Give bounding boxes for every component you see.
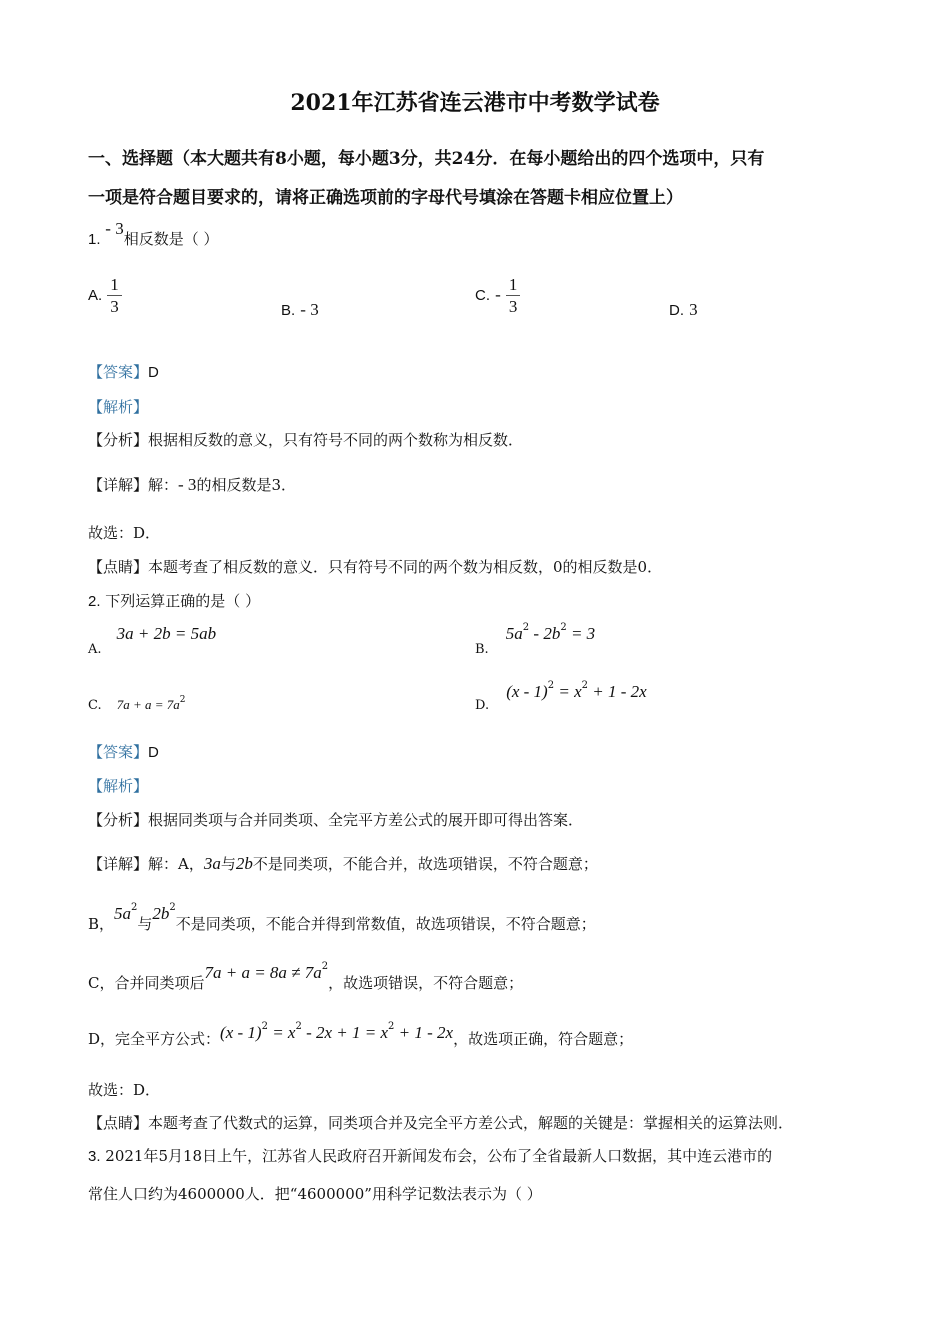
section-heading-line2: 一项是符合题目要求的，请将正确选项前的字母代号填涂在答题卡相应位置上） xyxy=(88,188,683,208)
q2-answer-tag: 【答案】 xyxy=(88,743,149,761)
q2-option-d-term3: + 1 - 2x xyxy=(588,682,647,701)
q2-detail-d-c: - 2x + 1 = x xyxy=(301,1023,389,1042)
q2-option-d-term2: = x xyxy=(554,682,582,701)
q2-option-a xyxy=(88,624,217,657)
q2-option-a-expr: 3a + 2b = 5ab xyxy=(116,624,217,643)
q1-c-den: 3 xyxy=(506,295,521,315)
q1-option-a-label: A. xyxy=(88,287,103,304)
q2-detail-d-x3: 2 xyxy=(388,1021,395,1032)
q1-option-d-label: D. xyxy=(669,302,684,319)
q2-option-b-result: = 3 xyxy=(566,624,596,643)
q2-detail-a-post: 不是同类项，不能合并，故选项错误，不符合题意； xyxy=(252,855,598,873)
q2-dianjing: 【点睛】本题考查了代数式的运算，同类项合并及完全平方差公式，解题的关键是：掌握相关的运算法则． xyxy=(88,1114,794,1132)
q2-choose: 故选：D． xyxy=(88,1081,161,1099)
q2-detail-b-pre: B， xyxy=(88,915,115,933)
q1-detail-post: 的相反数是3． xyxy=(196,476,296,494)
q2-detail-b-x1: 2 xyxy=(131,902,138,913)
q2-answer-value: D xyxy=(148,744,159,761)
q2-detail-d-x2: 2 xyxy=(295,1021,302,1032)
q2-detail-a xyxy=(88,853,598,874)
q2-detail-b-x2: 2 xyxy=(169,902,176,913)
q1-option-d-value: 3 xyxy=(689,300,698,319)
q2-detail-b-post: 不是同类项，不能合并得到常数值，故选项错误，不符合题意； xyxy=(175,915,596,933)
q2-detail-c-exp: 2 xyxy=(321,961,329,972)
q1-answer-tag: 【答案】 xyxy=(88,363,149,381)
q1-option-c-sign: - xyxy=(495,285,501,304)
q2-analysis-tag: 【解析】 xyxy=(88,777,149,795)
section-heading-line1: 一、选择题（本大题共有8小题，每小题3分，共24分．在每小题给出的四个选项中，只有 xyxy=(88,149,765,169)
q1-detail xyxy=(88,474,296,495)
q2-number: 2. xyxy=(88,593,101,610)
q2-detail-d-post: ，故选项正确，符合题意； xyxy=(453,1030,634,1048)
q2-detail-b-e1: 5a xyxy=(114,904,132,923)
q1-option-a xyxy=(88,276,122,315)
q1-detail-expr: - 3 xyxy=(178,475,197,494)
q2-option-c xyxy=(88,694,186,713)
q1-fenxi: 【分析】根据相反数的意义，只有符号不同的两个数称为相反数． xyxy=(88,431,524,449)
q2-option-b-exp1: 2 xyxy=(522,622,530,633)
q1-option-d xyxy=(669,300,698,320)
q1-option-c-label: C. xyxy=(475,287,490,304)
q3-line1-text: 2021年5月18日上午，江苏省人民政府召开新闻发布会，公布了全省最新人口数据，其中连云港市的 xyxy=(105,1147,773,1165)
q1-choose: 故选：D． xyxy=(88,524,161,542)
q1-number: 1. xyxy=(88,231,101,248)
q1-option-b xyxy=(281,300,319,320)
q1-a-den: 3 xyxy=(107,295,122,315)
q2-detail-d-pre: D，完全平方公式： xyxy=(88,1030,221,1048)
q2-option-c-label: C. xyxy=(88,698,102,713)
q1-expr: - 3 xyxy=(105,219,124,238)
q2-detail-b xyxy=(88,902,596,933)
q2-option-c-exp: 2 xyxy=(179,695,186,705)
q1-c-num: 1 xyxy=(508,275,518,294)
q2-detail-c xyxy=(88,961,524,992)
q2-answer xyxy=(88,741,159,762)
q2-option-d-exp2: 2 xyxy=(581,680,588,691)
q2-fenxi: 【分析】根据同类项与合并同类项、全完平方差公式的展开即可得出答案． xyxy=(88,811,584,829)
q2-detail-d-a: (x - 1) xyxy=(220,1023,262,1042)
q1-option-c-fraction xyxy=(506,276,521,315)
q2-detail-c-expr: 7a + a = 8a ≠ 7a xyxy=(204,963,322,982)
q2-detail-d-b: = x xyxy=(267,1023,296,1042)
q2-option-d-label: D. xyxy=(475,698,490,713)
q2-option-a-label: A. xyxy=(88,642,102,657)
q2-detail-d-x1: 2 xyxy=(261,1021,268,1032)
q1-dianjing: 【点睛】本题考查了相反数的意义．只有符号不同的两个数为相反数，0的相反数是0． xyxy=(88,558,663,576)
q2-detail-c-post: ，故选项错误，不符合题意； xyxy=(328,974,524,992)
q1-option-b-label: B. xyxy=(281,302,296,319)
q3-number: 3. xyxy=(88,1148,101,1165)
q1-a-num: 1 xyxy=(110,275,119,294)
q2-detail-c-pre: C，合并同类项后 xyxy=(88,974,205,992)
q2-option-b xyxy=(475,622,596,657)
q2-detail-b-mid: 与 xyxy=(137,915,153,933)
q2-detail-a-e1: 3a xyxy=(203,854,221,873)
q2-stem-text: 下列运算正确的是（ ） xyxy=(105,592,261,610)
q2-option-d-exp1: 2 xyxy=(547,680,555,691)
q3-stem-line1 xyxy=(88,1145,772,1166)
q1-answer-value: D xyxy=(148,364,159,381)
q1-option-a-fraction xyxy=(107,276,122,315)
q2-detail-a-mid: 与 xyxy=(220,855,236,873)
q2-stem xyxy=(88,590,260,611)
q1-analysis-tag: 【解析】 xyxy=(88,398,149,416)
q1-option-c xyxy=(475,276,520,315)
q1-option-b-value: - 3 xyxy=(300,300,319,319)
q2-detail-d-d: + 1 - 2x xyxy=(394,1023,454,1042)
page-title: 2021年江苏省连云港市中考数学试卷 xyxy=(290,90,660,116)
q1-stem-text: 相反数是（ ） xyxy=(123,230,219,248)
q1-answer xyxy=(88,361,159,382)
q2-detail-a-pre: 【详解】解：A， xyxy=(88,855,204,873)
q1-detail-pre: 【详解】解： xyxy=(88,476,179,494)
q2-option-b-exp2: 2 xyxy=(560,622,567,633)
q2-option-d xyxy=(475,680,647,713)
q2-option-c-expr: 7a + a = 7a xyxy=(116,697,180,712)
q2-option-b-term2: - 2b xyxy=(529,624,561,643)
q3-stem-line2: 常住人口约为4600000人．把“4600000”用科学记数法表示为（ ） xyxy=(88,1185,542,1203)
q2-detail-b-e2: 2b xyxy=(152,904,170,923)
q2-option-b-term1: 5a xyxy=(505,624,523,643)
q2-detail-d xyxy=(88,1021,634,1048)
q2-detail-a-e2: 2b xyxy=(235,854,253,873)
q2-option-d-term1: (x - 1) xyxy=(506,682,548,701)
q2-option-b-label: B. xyxy=(475,642,489,657)
q1-stem xyxy=(88,219,219,249)
